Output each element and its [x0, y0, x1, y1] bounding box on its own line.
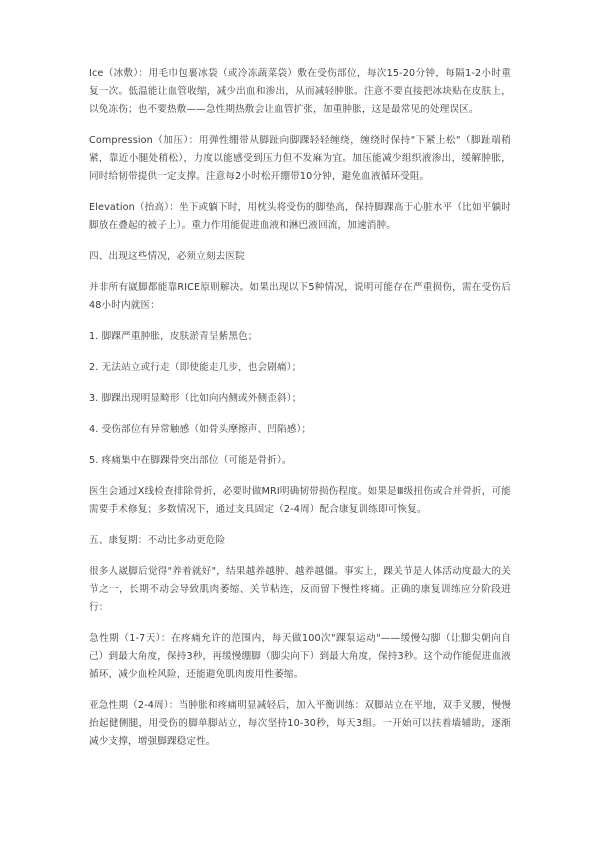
paragraph-elevation: Elevation（抬高）：坐下或躺下时，用枕头将受伤的脚垫高，保持脚踝高于心脏水平（比如平躺时脚放在叠起的被子上）。重力作用能促进血液和淋巴液回流，加速消肿。 [89, 202, 511, 231]
paragraph-ice: Ice（冰敷）：用毛巾包裹冰袋（或冷冻蔬菜袋）敷在受伤部位，每次15-20分钟，每隔1-2小时重复一次。低温能让血管收缩，减少出血和渗出，从而减轻肿胀。注意不要直接把冰块贴在皮肤上，以免冻伤；也不要热敷——急性期热敷会让血管扩张，加重肿胀，这是最常见的处理误区。 [89, 68, 511, 115]
list-item-swelling: 1. 脚踝严重肿胀，皮肤淤青呈紫黑色； [89, 331, 258, 342]
paragraph-rehab-intro: 很多人崴脚后觉得"养着就好"，结果越养越肿、越养越僵。事实上，踝关节是人体活动度最大的关节之一，长期不动会导致肌肉萎缩、关节粘连，反而留下慢性疼痛。正确的康复训练应分阶段进行： [89, 566, 511, 613]
section-heading-hospital: 四、出现这些情况，必须立刻去医院 [89, 251, 245, 262]
section-heading-rehab: 五、康复期：不动比多动更危险 [89, 535, 226, 546]
paragraph-hospital-intro: 并非所有崴脚都能靠RICE原则解决。如果出现以下5种情况，说明可能存在严重损伤，需在受伤后48小时内就医： [89, 282, 511, 311]
paragraph-subacute-phase: 亚急性期（2-4周）：当肿胀和疼痛明显减轻后，加入平衡训练：双脚站立在平地，双手叉腰，慢慢抬起健侧腿，用受伤的脚单脚站立，每次坚持10-30秒，每天3组。一开始可以扶着墙辅助，逐渐减少支撑，增强脚踝稳定性。 [89, 700, 511, 747]
list-item-cannot-stand: 2. 无法站立或行走（即使能走几步，也会剧痛）； [89, 362, 302, 373]
list-item-deformity: 3. 脚踝出现明显畸形（比如向内侧或外侧歪斜）； [89, 393, 302, 404]
paragraph-acute-phase: 急性期（1-7天）：在疼痛允许的范围内，每天做100次"踝泵运动"——缓慢勾脚（让脚尖朝向自己）到最大角度，保持3秒，再缓慢绷脚（脚尖向下）到最大角度，保持3秒。这个动作能促进血液循环，减少血栓风险，还能避免肌肉废用性萎缩。 [89, 633, 511, 680]
paragraph-compression: Compression（加压）：用弹性绷带从脚趾向脚踝轻轻缠绕，缠绕时保持"下紧上松"（脚趾端稍紧，靠近小腿处稍松），力度以能感受到压力但不发麻为宜。加压能减少组织液渗出，缓解肿胀，同时给韧带提供一定支撑。注意每2小时松开绷带10分钟，避免血液循环受阻。 [89, 135, 511, 182]
list-item-bone-pain: 5. 疼痛集中在脚踝骨突出部位（可能是骨折）。 [89, 455, 292, 466]
document-body [89, 65, 511, 764]
list-item-abnormal-feel: 4. 受伤部位有异常触感（如骨头摩擦声、凹陷感）； [89, 424, 312, 435]
paragraph-doctor: 医生会通过X线检查排除骨折，必要时做MRI明确韧带损伤程度。如果是Ⅲ级扭伤或合并骨折，可能需要手术修复；多数情况下，通过支具固定（2-4周）配合康复训练即可恢复。 [89, 486, 511, 515]
